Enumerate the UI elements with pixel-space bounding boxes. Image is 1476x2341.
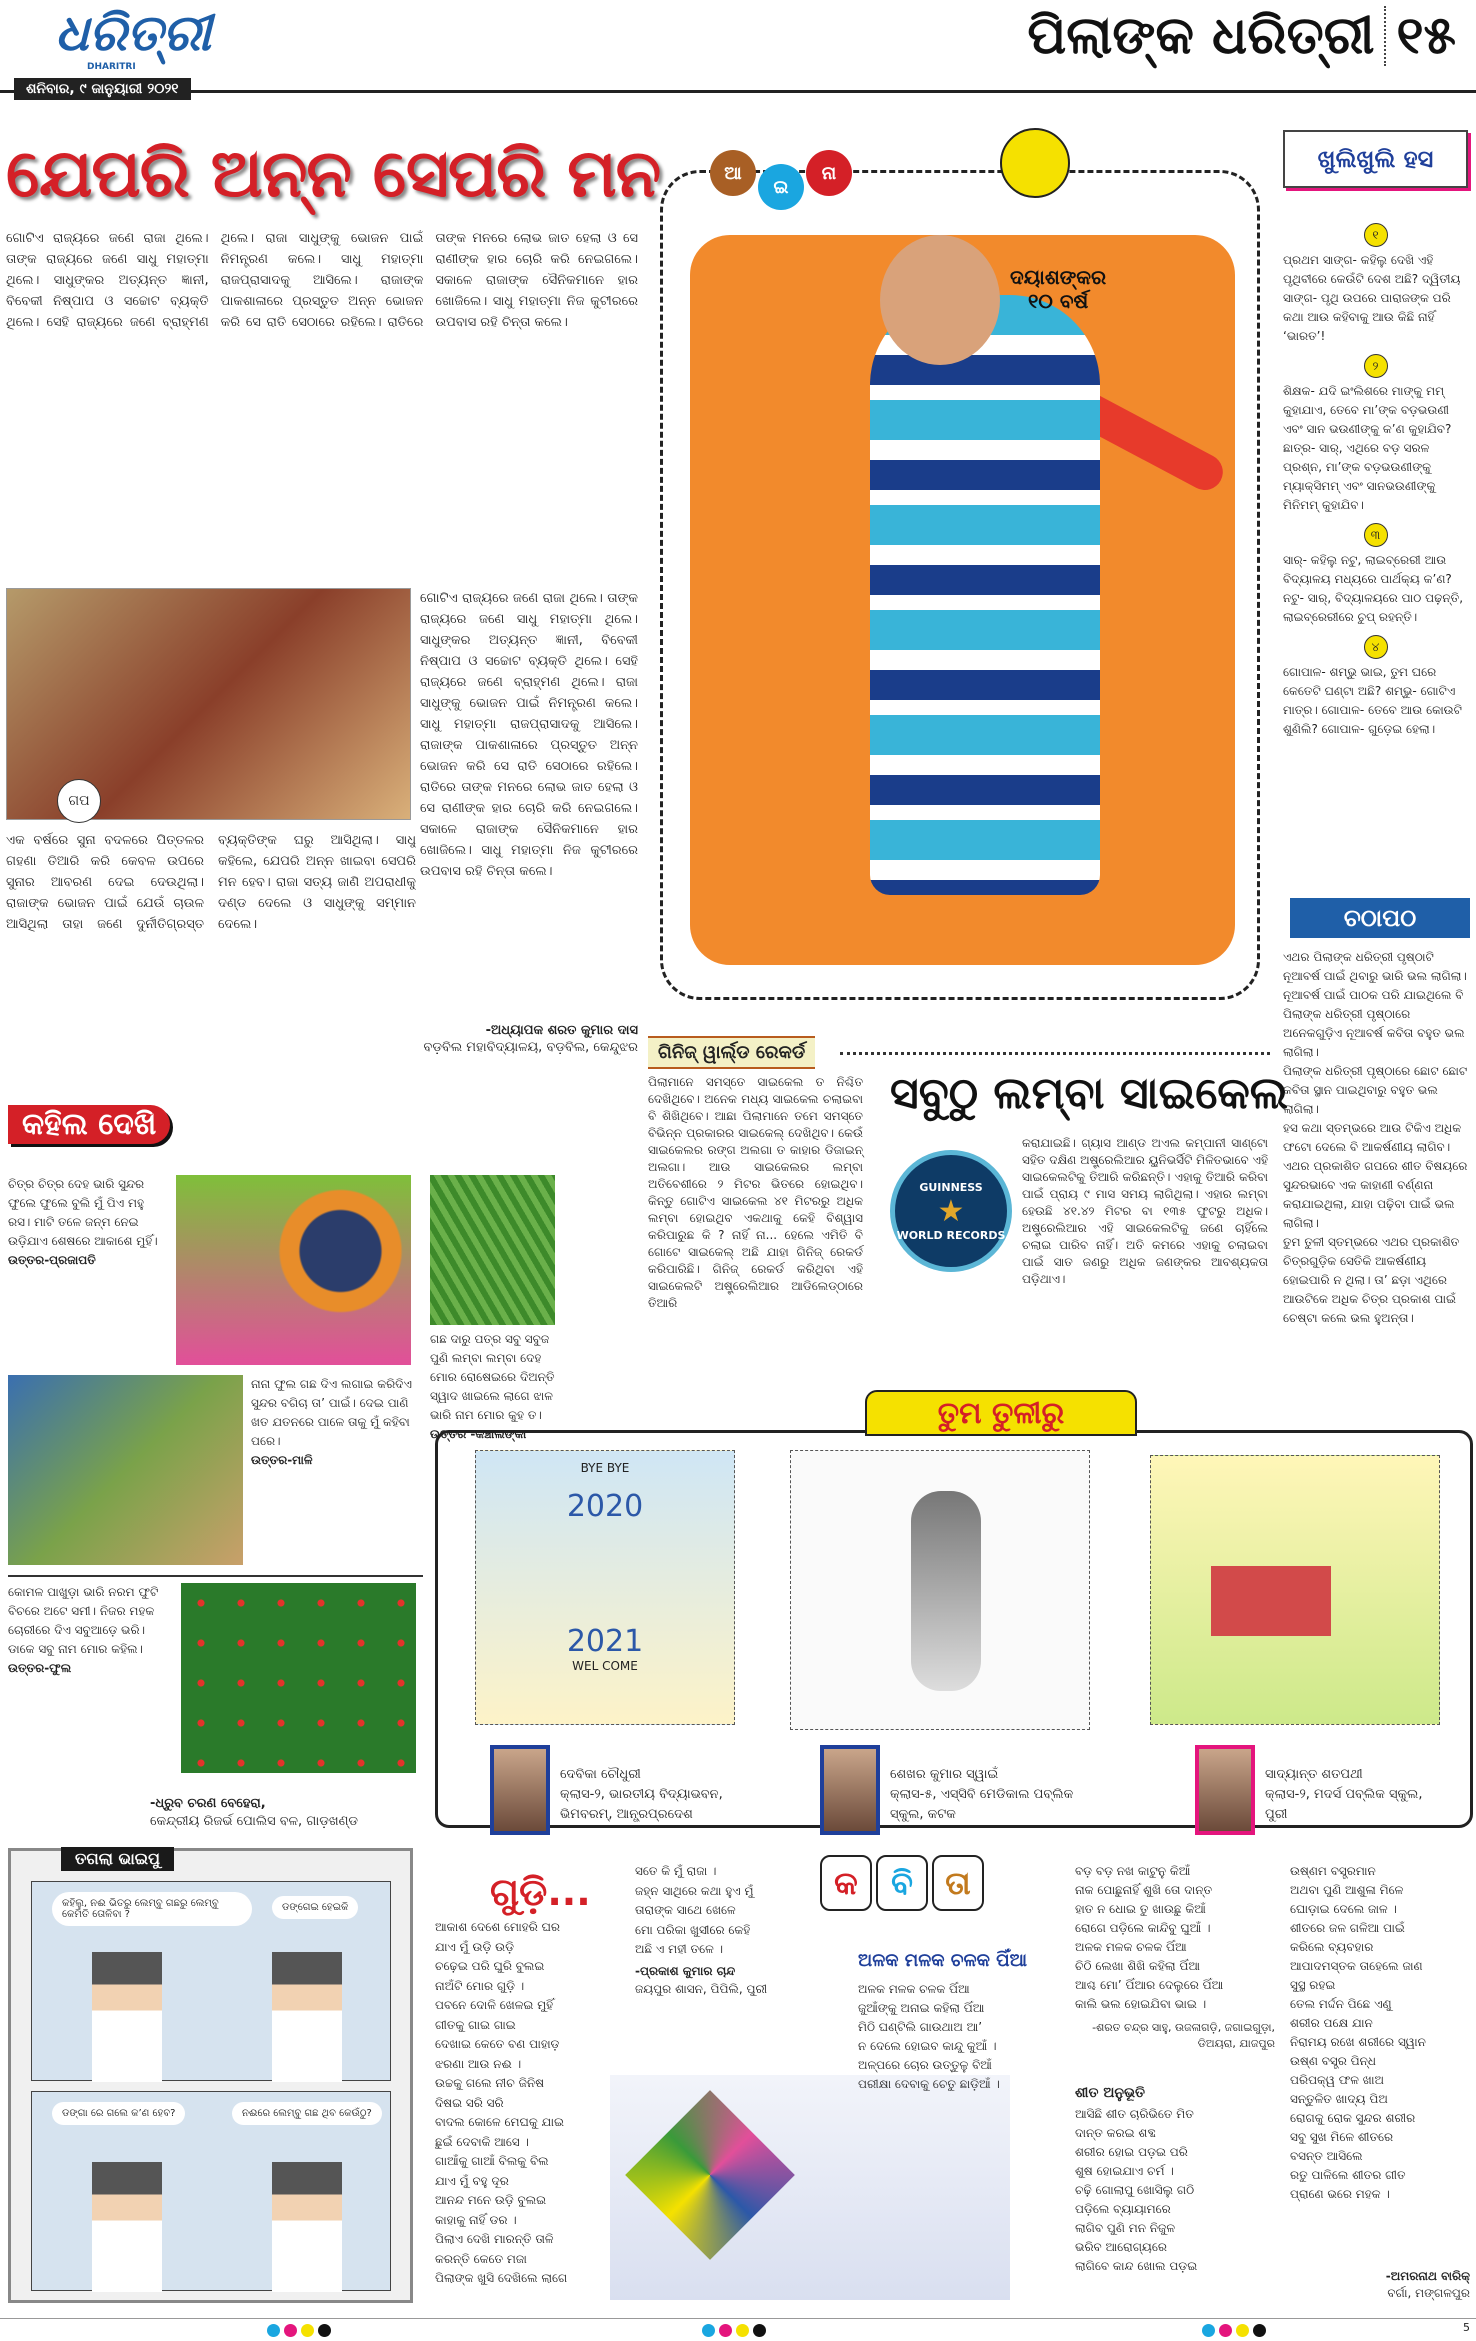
story-text-top: ଗୋଟିଏ ରାଜ୍ୟରେ ଜଣେ ରାଜା ଥିଲେ। ତାଙ୍କ ରାଜ୍ୟରେ ଜଣେ ସାଧୁ ମହାତ୍ମା ଥିଲେ। ସାଧୁଙ୍କର ଅତ୍ୟନ୍ତ ଜ୍ଞାନୀ, ବିବେକୀ ନିଷ୍ପାପ ଓ ସଚ୍ଚୋଟ ବ୍ୟକ୍ତି ଥିଲେ। ସେହି ରାଜ୍ୟରେ ଜଣେ ବ୍ରାହ୍ମଣ ଥିଲେ। ରାଜା ସାଧୁଙ୍କୁ ଭୋଜନ ପାଇଁ ନିମନ୍ତ୍ରଣ କଲେ। ସାଧୁ ମହାତ୍ମା ରାଜପ୍ରାସାଦକୁ ଆସିଲେ। ରାଜାଙ୍କ ପାକଶାଳାରେ ପ୍ରସ୍ତୁତ ଅନ୍ନ ଭୋଜନ କରି ସେ ରାତି ସେଠାରେ ରହିଲେ। ରାତିରେ ତାଙ୍କ ମନରେ ଲୋଭ ଜାତ ହେଲା ଓ ସେ ରାଣୀଙ୍କ ହାର ଚୋରି କରି ନେଇଗଲେ। ସକାଳେ ରାଜାଙ୍କ ସୈନିକମାନେ ହାର ଖୋଜିଲେ। ସାଧୁ ମହାତ୍ମା ନିଜ କୁଟୀରରେ ଉପବାସ ରହି ଚିନ୍ତା କଲେ। [6,231,638,330]
artist-detail: କ୍ଲାସ-୨, ଭାରତୀୟ ବିଦ୍ୟାଭବନ, ଭିମବରମ୍, ଆନ୍ଧ୍ରପ୍ରଦେଶ [560,1787,723,1822]
cartoon-character [272,1952,342,2082]
footer-page-number: 5 [1463,2321,1470,2334]
kabita-poem-4: ଉଷ୍ଣମ ବସ୍ତ୍ରମାନ ଅଥବା ପୁଣି ଆଶୁଳା ମିଳେ ଘୋଡ଼ାଇ ଦେଲେ ଜାଳ । ଶୀତରେ ଜଳ ଗଳିଆ ପାଇଁ କରିଲେ ବ୍ୟବହାର ଆପାଦମସ୍ତକ ତାହେଲେ ଜାଣ ସୁସ୍ଥ ରହଇ ତେଲ ମର୍ଦ୍ଦନ ପିଛେ ଏଣୁ ଶରୀର ପକ୍ଷେ ଯାନ ନିରାମୟ ରଖେ ଶରୀରେ ସ୍ୱାନ ଉଷ୍ଣ ବସ୍ତ୍ର ପିନ୍ଧ ପରିପକ୍ୱ ଫଳ ଖାଅ ସନ୍ତୁଳିତ ଖାଦ୍ୟ ପିଅ ରୋଗକୁ ରୋକ ସୁନ୍ଦର ଶରୀର ସବୁ ସୁଖ ମିଳେ ଶୀତରେ ବସନ୍ତ ଆସିଲେ ରତୁ ପାଳିଲେ ଶୀତର ଗୀତ ପ୍ରାଣେ ଭରେ ମହକ । [1290,1864,1426,2201]
gardener-photo [8,1375,243,1565]
kabita-letter: ବି [876,1855,928,1911]
riddle-item [251,1375,416,1575]
registration-dots [700,2322,768,2341]
byline-place: କେନ୍ଦ୍ରୀୟ ରିଜର୍ଭ ପୋଲିସ ବଳ, ଗାଡ଼ଖଣ୍ଡ [150,1814,359,1829]
byline-name: -ପ୍ରକାଶ କୁମାର ଚାନ୍ଦ [635,1964,736,1978]
riddles [8,1175,423,1785]
joke-item [1283,354,1468,515]
gudi-title: ଗୁଡ଼ି... [490,1870,591,1914]
comic-title: ତଗଲା ଭାଇପୁ [61,1847,174,1871]
guinness-text-1: ପିଲାମାନେ ସମସ୍ତେ ସାଇକେଲ ତ ନିଶ୍ଚିତ ଦେଖିଥିବେ। ଅନେକ ମଧ୍ୟ ସାଇକେଲ ଚଲାଇବା ବି ଶିଖିଥିବେ। ଆଛା ପିଲାମାନେ ତମେ ସମସ୍ତେ ବିଭିନ୍ନ ପ୍ରକାରର ସାଇକେଲ୍ ଦେଖିଥିବ। କେଉଁ ସାଇକେଲର ରଙ୍ଗ ଅଲଗା ତ କାହାର ଡିଜାଇନ୍ ଅଲଗା। ଆଉ ସାଇକେଲର ଲମ୍ବା ଅତିବେଶୀରେ ୨ ମିଟର ଭିତରେ ହୋଇଥିବ। କିନ୍ତୁ ଗୋଟିଏ ସାଇକେଲ ୪୧ ମିଟରରୁ ଅଧିକ ଲମ୍ବା ହୋଇଥିବ ଏକଥାକୁ କେହି ବିଶ୍ୱାସ କରିପାରୁଛ କି ? ନାହିଁ ନା... ହେଲେ ଏମିତି ବି ଗୋଟେ ସାଇକେଲ୍ ଅଛି ଯାହା ଗିନିଜ୍ ରେକର୍ଡ କରିପାରିଛି। ଗିନିଜ୍ ରେକର୍ଡ କରିଥିବା ଏହି ସାଇକେଲଟି ଅଷ୍ଟ୍ରେଲିଆର ଆଡିଲେଡ୍‌ଠାରେ ତିଆରି [648,1075,863,1310]
story-byline [420,1022,638,1056]
kabita-poem-2: ବଡ଼ ବଡ଼ ନଖ କାଟୁନୁ କିଆଁ ନାକ ପୋଛୁନାହିଁ ଶୁଖି ତୋ ଦାନ୍ତ ହାତ ନ ଧୋଇ ତୁ ଖାଉଛୁ କିଆଁ ରୋଗେ ପଡ଼ିଲେ କାନ୍ଦିବୁ ଘୁଆଁ । ଅଳକ ମଳକ ଚଳକ ପିଁଆ ଚିଠି ଲେଖା ଶିଖି କହିଲା ପିଁଆ ଆଶ୍ଚ ମୋ’ ପିଁଆର ଦେଲୁରେ ପିଁଆ କାଲି ଭଲ ହୋଇଯିବା ଭାଇ । [1075,1864,1224,2011]
kabita-poem-1: ଅଳକ ମଳକ ଚଳକ ପିଁଆ ଜୁଆଁଙ୍କୁ ଅନାଇ କହିଲା ପିଁଆ ମିଠି ଘଣ୍ଟିଲି ଗାଉଥାଅ ଆ’ ନ ଦେଲେ ହୋଇବ କାନ୍ଦୁ କୁଆଁ । ଅଳ୍ପରେ ଚୋର ଉତ୍ତୁଳୁ ବିଆଁ ପରୀକ୍ଷା ଦେବାକୁ ଚେତୁ ଛାଡ଼ିଆଁ । [858,1982,1000,2091]
artist-detail: କ୍ଲାସ-୫, ଏସ୍‌ସିବି ମେଡିକାଲ ପବ୍ଲିକ ସ୍କୁଲ, କଟକ [890,1787,1074,1822]
riddle-item [430,1330,555,1444]
riddle-text: ଗଛ ଦାରୁ ପତ୍ର ସବୁ ସବୁଜ ପୁଣି ଲମ୍ବା ଲମ୍ବା ଦେହ ମୋର ରୋଷେଇରେ ଦିଅନ୍ତି ସ୍ୱାଦ ଖାଇଲେ ଲାଗେ ଝାଳ ଭାରି ନାମ ମୋର କୁହ ତ। [430,1332,555,1422]
riddle-answer: ଉତ୍ତର -କଞ୍ଚାଲଙ୍କା [430,1427,527,1441]
riddle-text: କୋମଳ ପାଖୁଡ଼ା ଭାରି ନରମ ଫୁଟି ବିଚରେ ଅଟେ ସମୀ। ନିଜର ମହକ ଚୋରୀରେ ଦିଏ ସବୁଆଡ଼େ ଭରି। ଡାକେ ସବୁ ନାମ ମୋର କହିଲ। [8,1585,159,1656]
registration-dots [265,2322,333,2341]
speech-bubble: ଡଙ୍ଗା ରେ ଗଲେ କ’ଣ ହେବ? [52,2102,185,2125]
byline-place: ଜୟପୁର ଶାସନ, ପିପିଲି, ପୁରୀ [635,1982,768,1996]
jokes-list [1283,215,1468,739]
logo-text: ଧରିତ୍ରୀ [55,4,212,62]
gudi-poem-end: ସତେ କି ମୁଁ ରାଜା । ଜହ୍ନ ସାଥିରେ କଥା ହୁଏ ମୁଁ ତାରାଙ୍କ ସାଥେ ଖେଳେ ମୋ ପରିକା ଖୁସୀରେ କେହି ଅଛି ଏ ମହୀ ତଳେ । [635,1864,754,1956]
guinness-tag: ଗିନିଜ୍ ୱାର୍ଲ୍ଡ ରେକର୍ଡ [648,1036,815,1069]
joke-text: ଶିକ୍ଷକ- ଯଦି ଇଂଲିଶରେ ମାଙ୍କୁ ମମ୍ କୁହାଯାଏ, ତେବେ ମା’ଙ୍କ ବଡ଼ଭଉଣୀ ଏବଂ ସାନ ଭଉଣୀଙ୍କୁ କ’ଣ କୁହାଯିବ? ଛାତ୍ର- ସାର୍, ଏଥିରେ ବଡ଼ ସରଳ ପ୍ରଶ୍ନ, ମା’ଙ୍କ ବଡ଼ଭଉଣୀଙ୍କୁ ମ୍ୟାକ୍ସିମମ୍ ଏବଂ ସାନଭଉଣୀଙ୍କୁ ମିନିମମ୍ କୁହାଯିବ। [1283,384,1452,512]
kabita-title [820,1855,984,1911]
letter-item: ପିଲାଙ୍କ ଧରିତ୍ରୀ ପୃଷ୍ଠାରେ ଛୋଟ ଛୋଟ କବିତା ସ୍ଥାନ ପାଇଥିବାରୁ ବହୁତ ଭଲ ଲାଗିଲା। [1283,1064,1468,1116]
dotted-rule [840,1052,1270,1055]
byline-place: ବର୍ଗା, ମଙ୍ଗଳପୁର [1387,2286,1470,2300]
jokes-title: ଖୁଲିଖୁଲି ହସ [1283,130,1468,188]
aaina-letter: ନା [806,150,852,196]
riddles-title: କହିଲ ଦେଖି [8,1105,170,1144]
yellow-circle-decoration [1000,128,1070,198]
riddle-item [8,1583,173,1785]
cartoon-character [92,2162,162,2292]
riddle-answer: ଉତ୍ତର-ମାଳି [251,1453,313,1467]
kite-figure [625,2090,795,2260]
artist-name: ସାଦ୍ୟାନ୍ତ ଶତପଥୀ [1265,1767,1363,1782]
house-figure [1211,1566,1331,1636]
chillies-photo [430,1175,555,1325]
drawing-text: BYE BYE [580,1461,630,1475]
kabita-poem-3: ଆସିଛି ଶୀତ ଚାରିଭିତେ ମିତ ଦାନ୍ତ କରଇ ଶବ୍ଦ ଶରୀର ହୋଇ ପଡ଼ଇ ପରି ଶୁଷ ହୋଇଯାଏ ଚର୍ମ । ଚଢ଼ି ଗୋଲାପୁ ଖୋସିଲୁ ଗଠି ପଡ଼ିଲେ ବ୍ୟାୟାମରେ ଲାଗିବ ପୁଣି ମନ ନିଜୁଳ ଭରିବ ଆରୋଗ୍ୟରେ ଲାଗିବେ କାନ୍ଦ ଖୋଲ ପଡ଼ଇ [1075,2107,1198,2273]
artist-credit [1195,1745,1425,1835]
child-photo [690,235,1235,965]
registration-dots [1200,2322,1268,2341]
speech-bubble: ନଈରେ ଲେମ୍ବୁ ଗଛ ଥିବ କେଉଁଠୁ? [232,2102,382,2125]
drawing-village [1150,1455,1440,1725]
kabita-poem-title: ଅଳକ ମଳକ ଚଳକ ପିଁଆ [858,1950,1028,1971]
story-tag: ଗପ [57,779,101,823]
issue-date: ଶନିବାର, ୯ ଜାନୁୟାରୀ ୨୦୨୧ [14,78,191,100]
drawing-soldier [790,1450,1090,1730]
riddle-item [8,1175,168,1375]
artist-name: ଶେଖର କୁମାର ସ୍ୱାଇଁ [890,1767,999,1782]
riddle-row [8,1175,423,1375]
letter-item: ଏଥର ପ୍ରକାଶିତ ଗପରେ ଶୀତ ବିଷୟରେ ସୁନ୍ଦରଭାବେ ଏକ କାହାଣୀ ବର୍ଣ୍ଣନା କରାଯାଇଥିଲା, ଯାହା ପଢ଼ିବା ପାଇଁ ଭଲ ଲାଗିଲା। [1283,1159,1468,1230]
byline-name: -ଧ୍ରୁବ ଚରଣ ବେହେରା, [150,1796,266,1811]
artist-detail: କ୍ଲାସ-୨, ମଦର୍ସ ପବ୍ଲିକ ସ୍କୁଲ, ପୁରୀ [1265,1787,1423,1822]
butterfly-photo [176,1175,411,1365]
kabita-poem-title-2: ଶୀତ ଅନୁଭୂତି [1075,2085,1146,2101]
joke-text: ପ୍ରଥମ ସାଙ୍ଗ- କହିଲୁ ଦେଖି ଏହି ପୃଥିବୀରେ କେଉଁଟି ଦେଶ ଅଛି? ଦ୍ୱିତୀୟ ସାଙ୍ଗ- ପୃଥି ଉପରେ ପାରାଜଙ୍କ ପରି କଥା ଆଉ କହିବାକୁ ଆଉ କିଛି ନାହିଁ ‘ଭାରତ’! [1283,253,1461,343]
gudi-poem: ଆକାଶ ଦେଶେ ମୋହରି ଘର ଯାଏ ମୁଁ ଉଡ଼ି ଉଡ଼ି ଚଢ଼େଇ ପରି ଘୁରି ବୁଲଇ ନାଅଁଟି ମୋର ଗୁଡ଼ି । ପବନେ ଦୋଳି ଖେଳଇ ମୁହିଁ ଗୀତକୁ ଗାଇ ଗାଇ ଦେଖାଇ କେତେ ବଣ ପାହାଡ଼ ଝରଣା ଆଉ ନଈ । ଉଚ୍ଚକୁ ଗଲେ ନୀଚ ଜିନିଷ ଦିଷଇ ସରି ସରି ବାଦଲ କୋଳେ ମେଘକୁ ଯାଇ ଛୁଇଁ ଦେବାକି ଆସେ । ଗାଆଁକୁ ଗାଆଁ ବିଲକୁ ବିଲ ଯାଏ ମୁଁ ବହୁ ଦୂର ଆନନ୍ଦ ମନେ ଉଡ଼ି ବୁଲଇ କାହାକୁ ନାହିଁ ଡର । ପିଲାଏ ଦେଖି ମାରନ୍ତି ତାଳି କରନ୍ତି କେତେ ମଜା ପିଲାଙ୍କ ଖୁସି ଦେଖିଲେ ଲାଗେ [435,1920,568,2285]
drawing-text: 2021 [566,1624,644,1659]
child-caption [1010,265,1106,313]
joke-text: ଗୋପାଳ- ଶମ୍ଭୁ ଭାଇ, ତୁମ ଘରେ କେତେଟି ଘଣ୍ଟା ଅଛି? ଶମ୍ଭୁ- ଗୋଟିଏ ମାତ୍ର। ଗୋପାଳ- ତେବେ ଆଉ କୋଉଟି ଶୁଣିଲି? ଗୋପାଳ- ଗୁଡ଼େଇ ହେଲା। [1283,665,1462,736]
logo-english: DHARITRI [87,62,136,72]
star-icon: ★ [937,1193,965,1229]
dharitri-logo [55,4,225,74]
artist-photo [490,1745,550,1835]
cartoon-character [272,2162,342,2292]
comic-panel [31,2091,391,2291]
joke-item [1283,223,1468,346]
riddle-text: ନାନା ଫୁଲ ଗଛ ଦିଏ ଲଗାଇ କରିଦିଏ ସୁନ୍ଦର ବଗିଚା ତା’ ପାଇଁ। ଦେଇ ପାଣି ଖତ ଯତନରେ ପାଳେ ତାକୁ ମୁଁ କହିବା ପରେ। [251,1377,412,1448]
riddle-answer: ଉତ୍ତର-ଫୁଲ [8,1661,72,1675]
child-name: ଦୟାଶଙ୍କର [1010,265,1107,289]
flowers-photo [181,1583,416,1773]
speech-bubble: କହିଲୁ, ନଈ ଭିତରୁ ଲେମ୍ବୁ ଗଛରୁ ଲେମ୍ବୁ କେମିତି ତୋଳିବା ? [52,1892,252,1926]
artist-photo [1195,1745,1255,1835]
joke-number: ୪ [1364,635,1388,659]
guinness-text-2: କରାଯାଇଛି। ଗ୍ୟାସ ଆଣ୍ଡ ଅଏଲ କମ୍ପାନୀ ସାଣ୍ଟୋ ସହିତ ଦକ୍ଷିଣ ଅଷ୍ଟ୍ରେଲିଆର ୟୁନିଭର୍ସିଟି ମିଳିତଭାବେ ଏହି ସାଇକେଲଟିକୁ ତିଆରି କରିଛନ୍ତି। ଏହାକୁ ତିଆରି କରିବା ପାଇଁ ପ୍ରାୟ ୯ ମାସ ସମୟ ଲାଗିଥିଲା। ଏହାର ଲମ୍ବା ହେଉଛି ୪୧.୪୨ ମିଟର ବା ୧୩୫ ଫୁଟରୁ ଅଧିକ। ଅଷ୍ଟ୍ରେଲିଆର ଏହି ସାଇକେଲଟିକୁ ଜଣେ ଚାହିଁଲେ ଚଲାଇ ପାରିବ ନାହିଁ। ଅତି କମରେ ଏହାକୁ ଚଲାଇବା ପାଇଁ ସାତ ଜଣରୁ ଅଧିକ ଜଣଙ୍କର ଆବଶ୍ୟକତା ପଡ଼ିଥାଏ। [1022,1136,1268,1286]
child-age: ୧୦ ବର୍ଷ [1027,289,1089,313]
drawings-title: ତୁମ ତୁଳୀରୁ [865,1390,1137,1436]
joke-number: ୩ [1364,523,1388,547]
artist-credit [490,1745,760,1835]
byline-name: -ଅଧ୍ୟାପକ ଶରତ କୁମାର ଦାସ [485,1023,638,1038]
header-rule [0,90,1476,93]
joke-text: ସାର୍- କହିଲୁ ନଟୁ, ଲାଇବ୍ରେରୀ ଆଉ ବିଦ୍ୟାଳୟ ମଧ୍ୟରେ ପାର୍ଥକ୍ୟ କ’ଣ? ନଟୁ- ସାର୍, ବିଦ୍ୟାଳୟରେ ପାଠ ପଢ଼ନ୍ତି, ଲାଇବ୍ରେରୀରେ ଚୁପ୍ ରହନ୍ତି। [1283,553,1464,624]
artist-credit [820,1745,1090,1835]
logo-word: WORLD RECORDS [896,1228,1006,1242]
aaina-title [710,150,852,210]
artist-name: ଦେବିକା ଚୌଧୁରୀ [560,1767,641,1782]
story-headline: ଯେପରି ଅନ୍ନ ସେପରି ମନ [6,135,661,212]
comic-panel [31,1881,391,2081]
gudi-byline [635,1962,767,1998]
joke-item [1283,635,1468,739]
byline-name: -ଅମରନାଥ ବାରିକ୍ [1385,2269,1470,2283]
child-face [880,235,1000,365]
logo-word: GUINNESS [919,1180,983,1194]
kabita-letter: ତା [932,1855,984,1911]
joke-number: ୧ [1364,223,1388,247]
page-footer [0,2318,1476,2339]
story-illustration [6,588,411,820]
page-title [1027,6,1456,67]
byline-place: ବଡ଼ବିଲ ମହାବିଦ୍ୟାଳୟ, ବଡ଼ବିଲ, କେନ୍ଦୁଝର [423,1040,638,1055]
riddle-row [8,1575,423,1785]
riddle-answer: ଉତ୍ତର-ପ୍ରଜାପତି [8,1253,96,1267]
story-text-bottom: ଏକ ବର୍ଷରେ ସୁନା ବଦଳରେ ପିତ୍ତଳର ଗହଣା ତିଆରି କରି କେବଳ ଉପରେ ସୁନାର ଆବରଣ ଦେଇ ଦେଉଥିଲା। ରାଜାଙ୍କ ଭୋଜନ ପାଇଁ ଯେଉଁ ଚାଉଳ ଆସିଥିଲା ତାହା ଜଣେ ଦୁର୍ନୀତିଗ୍ରସ୍ତ ବ୍ୟକ୍ତିଙ୍କ ଘରୁ ଆସିଥିଲା। ସାଧୁ କହିଲେ, ଯେପରି ଅନ୍ନ ଖାଇବା ସେପରି ମନ ହେବ। ରାଜା ସତ୍ୟ ଜାଣି ଅପରାଧୀକୁ ଦଣ୍ଡ ଦେଲେ ଓ ସାଧୁଙ୍କୁ ସମ୍ମାନ ଦେଲେ। [6,833,416,932]
drawing-text: WEL COME [572,1659,638,1673]
page-number: ୧୫ [1396,6,1456,66]
kites-photo [610,2075,1010,2300]
artist-photo [820,1745,880,1835]
riddle-text: ଚିତ୍ର ଚିତ୍ର ଦେହ ଭାରି ସୁନ୍ଦର ଫୁଲେ ଫୁଲେ ବୁଲି ମୁଁ ପିଏ ମହୁ ରସ। ମାଟି ତଳେ ଜନ୍ମ ନେଇ ଉଡ଼ିଯାଏ ଶେଷରେ ଆକାଶେ ମୁହିଁ। [8,1177,158,1248]
drawing-new-year [475,1450,735,1725]
aaina-letter: ଇ [758,164,804,210]
section-name: ପିଲାଙ୍କ ଧରିତ୍ରୀ [1027,6,1375,66]
riddle-row [8,1375,423,1575]
guinness-logo [890,1150,1012,1272]
soldier-figure [911,1491,981,1691]
speech-bubble: ଡଙ୍ଗେଇ ହେଇକି [272,1896,358,1919]
aaina-letter: ଆ [710,150,756,196]
letter-item: ହସ କଥା ସ୍ତମ୍ଭରେ ଆଉ ଟିକିଏ ଅଧିକ ଫଟୋ ଦେଲେ ବି ଆକର୍ଷଣୀୟ ଲାଗିବ। [1283,1121,1462,1154]
child-figure [870,295,1100,895]
comic-strip [8,1848,413,2303]
letter-item: ଏଥର ପିଲାଙ୍କ ଧରିତ୍ରୀ ପୃଷ୍ଠାଟି ନୂଆବର୍ଷ ପାଇଁ ଥିବାରୁ ଭାରି ଭଲ ଲାଗିଲା। ନୂଆବର୍ଷ ପାଇଁ ପାଠକ ପରି ଯାଇଥିଲେ ବି ପିଲାଙ୍କ ଧରିତ୍ରୀ ପୃଷ୍ଠାରେ ଅନେକଗୁଡ଼ିଏ ନୂଆବର୍ଷ କବିତା ବହୁତ ଭଲ ଲାଗିଲା। [1283,950,1467,1059]
kabita-letter: କ [820,1855,872,1911]
drawing-text: 2020 [566,1489,644,1524]
joke-item [1283,523,1468,627]
riddles-byline [150,1795,358,1831]
guinness-headline: ସବୁଠୁ ଲମ୍ବା ସାଇକେଲ [890,1068,1289,1119]
cartoon-character [92,1952,162,2082]
letter-item: ତୁମ ତୁଳୀ ସ୍ତମ୍ଭରେ ଏଥର ପ୍ରକାଶିତ ଚିତ୍ରଗୁଡ଼ିକ ସେତିକି ଆକର୍ଷଣୀୟ ହୋଇପାରି ନ ଥିଲା। ତା’ ଛଡ଼ା ଏଥିରେ ଆଉଟିକେ ଅଧିକ ଚିତ୍ର ପ୍ରକାଶ ପାଇଁ ଚେଷ୍ଟା କଲେ ଭଲ ହୁଅନ୍ତା। [1283,1235,1460,1325]
kabita-byline-2 [1290,2268,1470,2302]
letters-list [1283,948,1468,1328]
joke-number: ୨ [1364,354,1388,378]
kabita-byline-1: -ଶରତ ଚନ୍ଦ୍ର ସାହୁ, ଉଜଳାଗଡ଼ି, ଜଗାଇଗୁଡ଼ା, ଡିଅୟରା, ଯାଜପୁର [1092,2021,1275,2050]
letters-title: ଚଠାପଠ [1290,898,1470,938]
story-text-side: ଗୋଟିଏ ରାଜ୍ୟରେ ଜଣେ ରାଜା ଥିଲେ। ତାଙ୍କ ରାଜ୍ୟରେ ଜଣେ ସାଧୁ ମହାତ୍ମା ଥିଲେ। ସାଧୁଙ୍କର ଅତ୍ୟନ୍ତ ଜ୍ଞାନୀ, ବିବେକୀ ନିଷ୍ପାପ ଓ ସଚ୍ଚୋଟ ବ୍ୟକ୍ତି ଥିଲେ। ସେହି ରାଜ୍ୟରେ ଜଣେ ବ୍ରାହ୍ମଣ ଥିଲେ। ରାଜା ସାଧୁଙ୍କୁ ଭୋଜନ ପାଇଁ ନିମନ୍ତ୍ରଣ କଲେ। ସାଧୁ ମହାତ୍ମା ରାଜପ୍ରାସାଦକୁ ଆସିଲେ। ରାଜାଙ୍କ ପାକଶାଳାରେ ପ୍ରସ୍ତୁତ ଅନ୍ନ ଭୋଜନ କରି ସେ ରାତି ସେଠାରେ ରହିଲେ। ରାତିରେ ତାଙ୍କ ମନରେ ଲୋଭ ଜାତ ହେଲା ଓ ସେ ରାଣୀଙ୍କ ହାର ଚୋରି କରି ନେଇଗଲେ। ସକାଳେ ରାଜାଙ୍କ ସୈନିକମାନେ ହାର ଖୋଜିଲେ। ସାଧୁ ମହାତ୍ମା ନିଜ କୁଟୀରରେ ଉପବାସ ରହି ଚିନ୍ତା କଲେ। [420,591,638,879]
